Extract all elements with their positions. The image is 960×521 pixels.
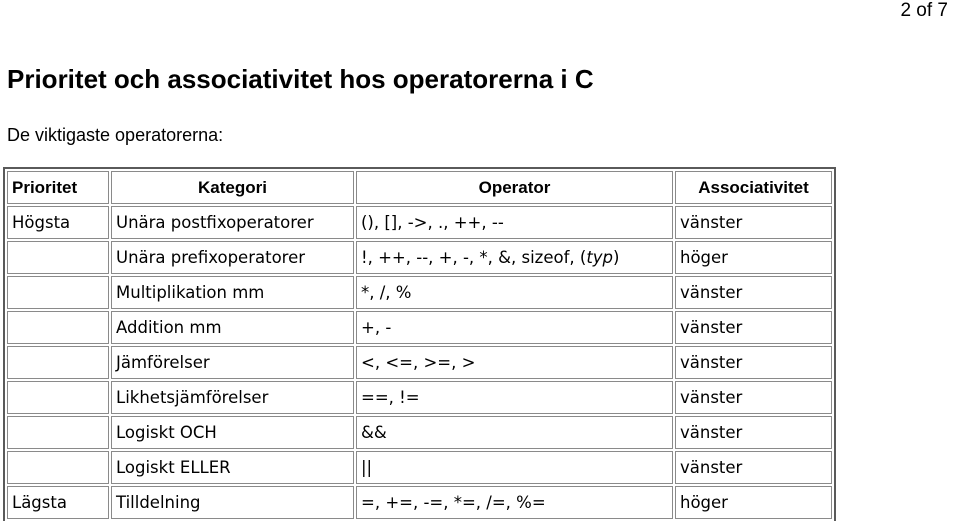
operator-cell: (), [], ->, ., ++, -- [356,206,673,239]
priority-cell [7,311,109,344]
operator-cell: <, <=, >=, > [356,346,673,379]
operator-cell: ==, != [356,381,673,414]
header-prioritet: Prioritet [7,171,109,204]
subtitle: De viktigaste operatorerna: [7,125,224,145]
table-row [7,451,832,484]
operator-cell: *, /, % [356,276,673,309]
operator-cell: +, - [356,311,673,344]
associativity-cell: höger [675,486,832,519]
priority-cell [7,241,109,274]
header-operator: Operator [356,171,673,204]
page-number: 2 of 7 [900,0,948,21]
operator-text: !, ++, --, +, -, *, &, sizeof, ( [361,248,587,267]
associativity-cell: vänster [675,346,832,379]
table-row [7,486,832,519]
table-row [7,381,832,414]
priority-cell: Högsta [7,206,109,239]
table-row [7,311,832,344]
category-cell: Unära prefixoperatorer [111,241,354,274]
header-associativitet: Associativitet [675,171,832,204]
operator-text: ) [613,248,620,267]
table-row [7,206,832,239]
category-cell: Multiplikation mm [111,276,354,309]
category-cell: Addition mm [111,311,354,344]
associativity-cell: höger [675,241,832,274]
operator-table [3,167,836,521]
category-cell: Tilldelning [111,486,354,519]
table-row [7,241,832,274]
associativity-cell: vänster [675,416,832,449]
table-row [7,346,832,379]
priority-cell [7,381,109,414]
page-title: Prioritet och associativitet hos operatorerna i C [7,64,594,94]
priority-cell [7,346,109,379]
table-header-row [7,171,832,204]
operator-cell: =, +=, -=, *=, /=, %= [356,486,673,519]
priority-cell [7,451,109,484]
operator-cell: || [356,451,673,484]
table-row [7,276,832,309]
category-cell: Logiskt OCH [111,416,354,449]
category-cell: Jämförelser [111,346,354,379]
associativity-cell: vänster [675,381,832,414]
associativity-cell: vänster [675,311,832,344]
associativity-cell: vänster [675,206,832,239]
priority-cell: Lägsta [7,486,109,519]
category-cell: Logiskt ELLER [111,451,354,484]
category-cell: Unära postfixoperatorer [111,206,354,239]
header-kategori: Kategori [111,171,354,204]
operator-cell [356,241,673,274]
associativity-cell: vänster [675,451,832,484]
category-cell: Likhetsjämförelser [111,381,354,414]
operator-type-placeholder: typ [586,248,614,267]
operator-cell: && [356,416,673,449]
table-row [7,416,832,449]
priority-cell [7,276,109,309]
associativity-cell: vänster [675,276,832,309]
priority-cell [7,416,109,449]
